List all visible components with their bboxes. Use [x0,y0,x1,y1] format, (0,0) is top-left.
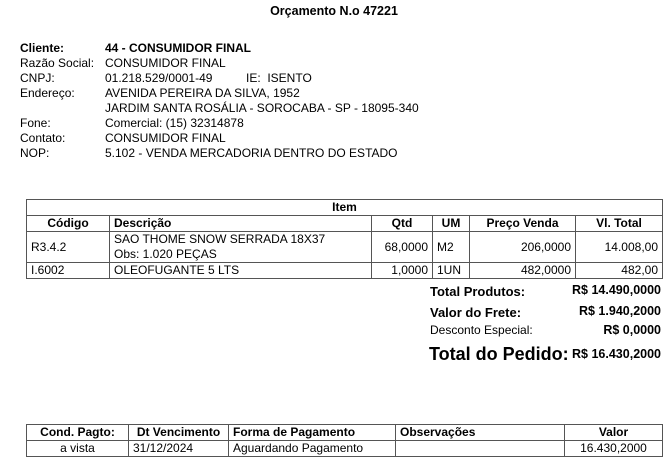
desconto-label: Desconto Especial: [430,323,533,337]
total-produtos-label: Total Produtos: [430,284,526,299]
razao-label: Razão Social: [20,56,95,70]
cell-um: M2 [433,232,470,263]
col-cond: Cond. Pagto: [27,425,129,441]
obs-text: Obs: 1.020 PEÇAS [114,247,217,261]
endereco-line1: AVENIDA PEREIRA DA SILVA, 1952 [105,86,300,100]
col-um: UM [433,216,470,232]
page-title: Orçamento N.o 47221 [270,4,398,18]
cell-qtd: 1,0000 [372,263,433,279]
cell-cond: a vista [27,441,129,457]
col-vencimento: Dt Vencimento [129,425,229,441]
nop-value: 5.102 - VENDA MERCADORIA DENTRO DO ESTADO [105,146,398,160]
fone-value: Comercial: (15) 32314878 [105,116,244,130]
cell-valor: 16.430,2000 [565,441,663,457]
col-total: Vl. Total [576,216,663,232]
cell-codigo: R3.4.2 [27,232,110,263]
col-codigo: Código [27,216,110,232]
cell-codigo: I.6002 [27,263,110,279]
col-valor: Valor [565,425,663,441]
frete-value: R$ 1.940,2000 [578,304,661,318]
cell-observacoes [396,441,565,457]
col-observacoes: Observações [396,425,565,441]
payment-table [26,424,663,457]
endereco-line2: JARDIM SANTA ROSÁLIA - SOROCABA - SP - 18095-340 [105,101,419,115]
cliente-label: Cliente: [20,41,65,55]
table-row [27,232,663,263]
table-row [27,441,663,457]
col-qtd: Qtd [372,216,433,232]
cliente-value: 44 - CONSUMIDOR FINAL [105,41,252,55]
cnpj-label: CNPJ: [20,71,55,85]
cell-vencimento: 31/12/2024 [129,441,229,457]
descricao-text: SAO THOME SNOW SERRADA 18X37 [114,232,326,246]
total-pedido-value: R$ 16.430,2000 [572,347,661,361]
cell-preco: 206,0000 [470,232,576,263]
frete-label: Valor do Frete: [430,305,522,320]
fone-label: Fone: [20,116,51,130]
desconto-value: R$ 0,0000 [603,323,661,337]
contato-label: Contato: [20,131,66,145]
table-row [27,263,663,279]
total-pedido-label: Total do Pedido: [429,344,569,364]
cell-descricao [110,232,372,263]
ie-value: IE: ISENTO [246,71,312,85]
cell-total: 482,00 [576,263,663,279]
cell-um: 1UN [433,263,470,279]
cell-preco: 482,0000 [470,263,576,279]
items-caption: Item [27,200,663,216]
cell-descricao: OLEOFUGANTE 5 LTS [110,263,372,279]
col-descricao: Descrição [110,216,372,232]
contato-value: CONSUMIDOR FINAL [105,131,226,145]
col-preco: Preço Venda [470,216,576,232]
cnpj-value: 01.218.529/0001-49 [105,71,213,85]
cell-forma: Aguardando Pagamento [229,441,396,457]
total-produtos-value: R$ 14.490,0000 [572,283,661,297]
items-table [26,199,663,279]
endereco-label: Endereço: [20,86,75,100]
nop-label: NOP: [20,146,50,160]
cell-qtd: 68,0000 [372,232,433,263]
col-forma: Forma de Pagamento [229,425,396,441]
razao-value: CONSUMIDOR FINAL [105,56,226,70]
cell-total: 14.008,00 [576,232,663,263]
